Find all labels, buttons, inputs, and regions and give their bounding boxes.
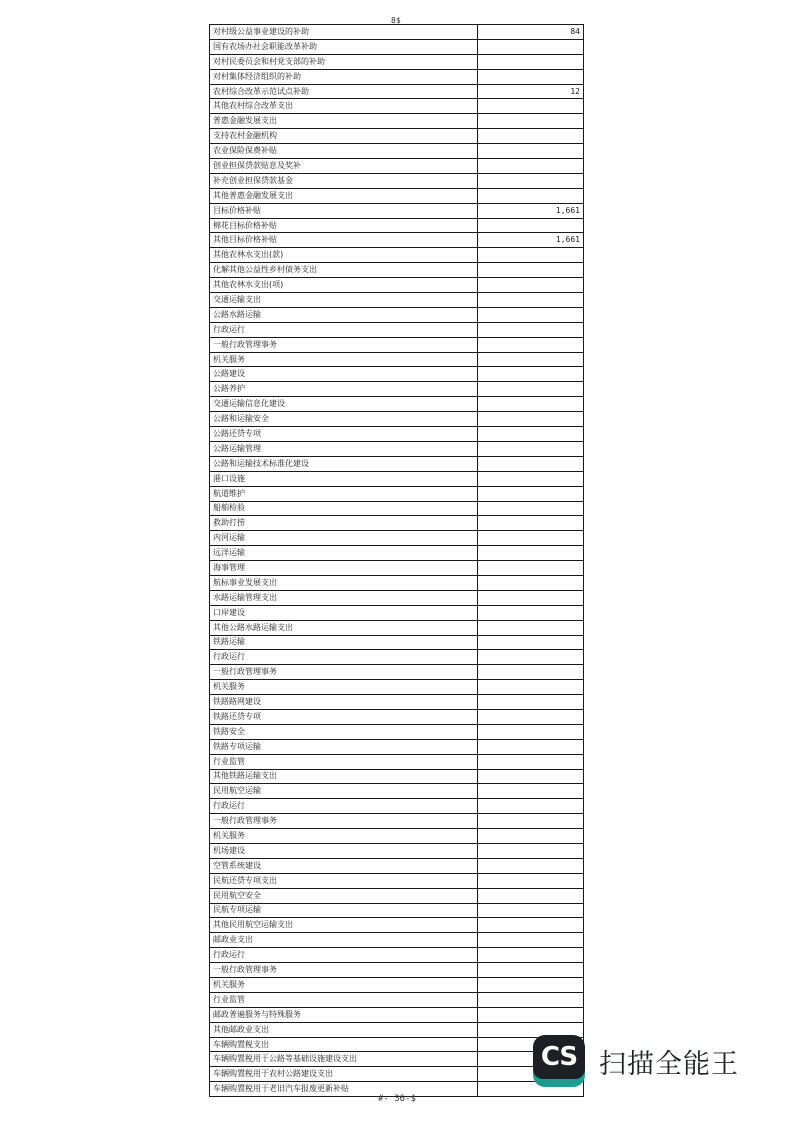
table-row [210, 635, 584, 650]
amount-cell: 84 [478, 25, 584, 40]
table-row [210, 754, 584, 769]
item-name-cell: 公路水路运输 [210, 307, 478, 322]
amount-cell [478, 531, 584, 546]
table-row [210, 84, 584, 99]
table-row [210, 233, 584, 248]
item-name-cell: 邮政业支出 [210, 933, 478, 948]
table-row [210, 739, 584, 754]
amount-cell [478, 248, 584, 263]
table-row [210, 367, 584, 382]
item-name-cell: 空管系统建设 [210, 858, 478, 873]
table-row [210, 427, 584, 442]
table-row [210, 1007, 584, 1022]
table-row [210, 769, 584, 784]
amount-cell [478, 516, 584, 531]
table-row [210, 129, 584, 144]
item-name-cell: 铁路安全 [210, 724, 478, 739]
table-row [210, 546, 584, 561]
amount-cell [478, 590, 584, 605]
table-row [210, 1022, 584, 1037]
amount-cell [478, 709, 584, 724]
item-name-cell: 公路养护 [210, 382, 478, 397]
table-row [210, 293, 584, 308]
amount-cell [478, 858, 584, 873]
item-name-cell: 公路和运输安全 [210, 412, 478, 427]
amount-cell [478, 665, 584, 680]
amount-cell [478, 352, 584, 367]
item-name-cell: 行政运行 [210, 799, 478, 814]
amount-cell [478, 486, 584, 501]
item-name-cell: 其他农村综合改革支出 [210, 99, 478, 114]
item-name-cell: 车辆购置税用于公路等基础设施建设支出 [210, 1052, 478, 1067]
table-row [210, 516, 584, 531]
amount-cell [478, 367, 584, 382]
table-row [210, 814, 584, 829]
table-row [210, 54, 584, 69]
table-row [210, 99, 584, 114]
table-row [210, 888, 584, 903]
table-row [210, 25, 584, 40]
amount-cell [478, 918, 584, 933]
amount-cell [478, 99, 584, 114]
amount-cell [478, 337, 584, 352]
amount-cell [478, 471, 584, 486]
amount-cell [478, 888, 584, 903]
table-row [210, 620, 584, 635]
item-name-cell: 普惠金融发展支出 [210, 114, 478, 129]
amount-cell [478, 159, 584, 174]
item-name-cell: 行政运行 [210, 948, 478, 963]
item-name-cell: 一般行政管理事务 [210, 665, 478, 680]
item-name-cell: 车辆购置税支出 [210, 1037, 478, 1052]
item-name-cell: 棉花目标价格补贴 [210, 218, 478, 233]
item-name-cell: 港口设施 [210, 471, 478, 486]
table-row [210, 933, 584, 948]
table-row [210, 918, 584, 933]
logo-text: CS [533, 1035, 585, 1079]
item-name-cell: 支持农村金融机构 [210, 129, 478, 144]
amount-cell [478, 561, 584, 576]
amount-cell [478, 382, 584, 397]
table-row [210, 188, 584, 203]
item-name-cell: 车辆购置税用于老旧汽车报废更新补贴 [210, 1082, 478, 1097]
table-body [210, 25, 584, 1097]
table-row [210, 69, 584, 84]
table-row [210, 680, 584, 695]
table-row [210, 948, 584, 963]
camscanner-logo-icon [533, 1035, 585, 1087]
item-name-cell: 其他普惠金融发展支出 [210, 188, 478, 203]
amount-cell [478, 322, 584, 337]
item-name-cell: 国有农场办社会职能改革补助 [210, 39, 478, 54]
item-name-cell: 机关服务 [210, 352, 478, 367]
item-name-cell: 远洋运输 [210, 546, 478, 561]
table-row [210, 650, 584, 665]
table-row [210, 605, 584, 620]
table-row [210, 307, 584, 322]
amount-cell [478, 1007, 584, 1022]
amount-cell [478, 114, 584, 129]
table-row [210, 858, 584, 873]
amount-cell [478, 173, 584, 188]
amount-cell [478, 54, 584, 69]
item-name-cell: 其他目标价格补贴 [210, 233, 478, 248]
amount-cell [478, 814, 584, 829]
table-row [210, 590, 584, 605]
brand-text: 扫描全能王 [599, 1048, 739, 1080]
table-row [210, 337, 584, 352]
amount-cell: 12 [478, 84, 584, 99]
item-name-cell: 其他公路水路运输支出 [210, 620, 478, 635]
amount-cell [478, 293, 584, 308]
item-name-cell: 民航专项运输 [210, 903, 478, 918]
item-name-cell: 民用航空安全 [210, 888, 478, 903]
table-row [210, 397, 584, 412]
item-name-cell: 农业保险保费补贴 [210, 144, 478, 159]
amount-cell [478, 695, 584, 710]
page-number: #- 36-$ [378, 1094, 416, 1104]
item-name-cell: 铁路专项运输 [210, 739, 478, 754]
item-name-cell: 创业担保贷款贴息及奖补 [210, 159, 478, 174]
table-row [210, 829, 584, 844]
table-row [210, 665, 584, 680]
table-row [210, 263, 584, 278]
amount-cell: 1,661 [478, 233, 584, 248]
amount-cell [478, 144, 584, 159]
item-name-cell: 口岸建设 [210, 605, 478, 620]
budget-expenditure-table [209, 24, 584, 1097]
amount-cell [478, 278, 584, 293]
amount-cell [478, 218, 584, 233]
amount-cell [478, 680, 584, 695]
table-row [210, 486, 584, 501]
item-name-cell: 机关服务 [210, 978, 478, 993]
table-row [210, 456, 584, 471]
table-row [210, 471, 584, 486]
table-row [210, 1052, 584, 1067]
amount-cell [478, 769, 584, 784]
amount-cell [478, 635, 584, 650]
table-row [210, 441, 584, 456]
item-name-cell: 民航还贷专项支出 [210, 873, 478, 888]
amount-cell [478, 978, 584, 993]
item-name-cell: 机关服务 [210, 829, 478, 844]
item-name-cell: 机场建设 [210, 843, 478, 858]
amount-cell [478, 412, 584, 427]
amount-cell [478, 69, 584, 84]
table-row [210, 561, 584, 576]
item-name-cell: 内河运输 [210, 531, 478, 546]
amount-cell [478, 784, 584, 799]
amount-cell [478, 948, 584, 963]
item-name-cell: 航标事业发展支出 [210, 575, 478, 590]
item-name-cell: 机关服务 [210, 680, 478, 695]
table-row [210, 963, 584, 978]
item-name-cell: 行业监管 [210, 992, 478, 1007]
amount-cell [478, 263, 584, 278]
item-name-cell: 船舶检验 [210, 501, 478, 516]
amount-cell [478, 724, 584, 739]
table-row [210, 1037, 584, 1052]
table-row [210, 278, 584, 293]
table-row [210, 218, 584, 233]
amount-cell [478, 992, 584, 1007]
item-name-cell: 行政运行 [210, 322, 478, 337]
amount-cell [478, 843, 584, 858]
amount-cell [478, 427, 584, 442]
item-name-cell: 铁路路网建设 [210, 695, 478, 710]
table-row [210, 799, 584, 814]
amount-cell [478, 39, 584, 54]
amount-cell [478, 188, 584, 203]
table-row [210, 903, 584, 918]
amount-cell [478, 963, 584, 978]
table-row [210, 709, 584, 724]
table-row [210, 248, 584, 263]
table-row [210, 39, 584, 54]
amount-cell [478, 605, 584, 620]
item-name-cell: 航道维护 [210, 486, 478, 501]
amount-cell: 1,661 [478, 203, 584, 218]
table-row [210, 873, 584, 888]
table-row [210, 531, 584, 546]
item-name-cell: 民用航空运输 [210, 784, 478, 799]
item-name-cell: 其他农林水支出(款) [210, 248, 478, 263]
table-row [210, 382, 584, 397]
amount-cell [478, 829, 584, 844]
amount-cell [478, 903, 584, 918]
amount-cell [478, 754, 584, 769]
amount-cell [478, 933, 584, 948]
amount-cell [478, 501, 584, 516]
item-name-cell: 铁路还贷专项 [210, 709, 478, 724]
item-name-cell: 其他民用航空运输支出 [210, 918, 478, 933]
amount-cell [478, 441, 584, 456]
item-name-cell: 化解其他公益性乡村债务支出 [210, 263, 478, 278]
item-name-cell: 一般行政管理事务 [210, 814, 478, 829]
table-row [210, 159, 584, 174]
table-row [210, 992, 584, 1007]
table-row [210, 322, 584, 337]
item-name-cell: 交通运输信息化建设 [210, 397, 478, 412]
table-row [210, 695, 584, 710]
item-name-cell: 公路和运输技术标准化建设 [210, 456, 478, 471]
item-name-cell: 其他农林水支出(项) [210, 278, 478, 293]
item-name-cell: 公路还贷专项 [210, 427, 478, 442]
amount-cell [478, 397, 584, 412]
item-name-cell: 目标价格补贴 [210, 203, 478, 218]
item-name-cell: 车辆购置税用于农村公路建设支出 [210, 1067, 478, 1082]
amount-cell [478, 129, 584, 144]
item-name-cell: 一般行政管理事务 [210, 963, 478, 978]
amount-cell [478, 456, 584, 471]
table-row [210, 352, 584, 367]
item-name-cell: 邮政普遍服务与特殊服务 [210, 1007, 478, 1022]
item-name-cell: 对村级公益事业建设的补助 [210, 25, 478, 40]
table-row [210, 784, 584, 799]
amount-cell [478, 799, 584, 814]
item-name-cell: 对村集体经济组织的补助 [210, 69, 478, 84]
table-row [210, 1067, 584, 1082]
table-row [210, 843, 584, 858]
amount-cell [478, 307, 584, 322]
item-name-cell: 行政运行 [210, 650, 478, 665]
amount-cell [478, 575, 584, 590]
table-row [210, 978, 584, 993]
table-row [210, 724, 584, 739]
item-name-cell: 其他邮政业支出 [210, 1022, 478, 1037]
table-row [210, 575, 584, 590]
amount-cell [478, 546, 584, 561]
item-name-cell: 行业监管 [210, 754, 478, 769]
amount-cell [478, 650, 584, 665]
table-row [210, 173, 584, 188]
table-row [210, 203, 584, 218]
item-name-cell: 公路运输管理 [210, 441, 478, 456]
table-row [210, 144, 584, 159]
amount-cell [478, 739, 584, 754]
table-row [210, 412, 584, 427]
item-name-cell: 补充创业担保贷款基金 [210, 173, 478, 188]
amount-cell [478, 873, 584, 888]
table-row [210, 114, 584, 129]
item-name-cell: 一般行政管理事务 [210, 337, 478, 352]
table-row [210, 501, 584, 516]
item-name-cell: 其他铁路运输支出 [210, 769, 478, 784]
item-name-cell: 铁路运输 [210, 635, 478, 650]
item-name-cell: 公路建设 [210, 367, 478, 382]
page-top-mark: 8$ [391, 16, 401, 25]
item-name-cell: 交通运输支出 [210, 293, 478, 308]
amount-cell [478, 620, 584, 635]
item-name-cell: 水路运输管理支出 [210, 590, 478, 605]
item-name-cell: 农村综合改革示范试点补助 [210, 84, 478, 99]
item-name-cell: 救助打捞 [210, 516, 478, 531]
camscanner-watermark [533, 1033, 767, 1089]
item-name-cell: 对村民委员会和村党支部的补助 [210, 54, 478, 69]
item-name-cell: 海事管理 [210, 561, 478, 576]
